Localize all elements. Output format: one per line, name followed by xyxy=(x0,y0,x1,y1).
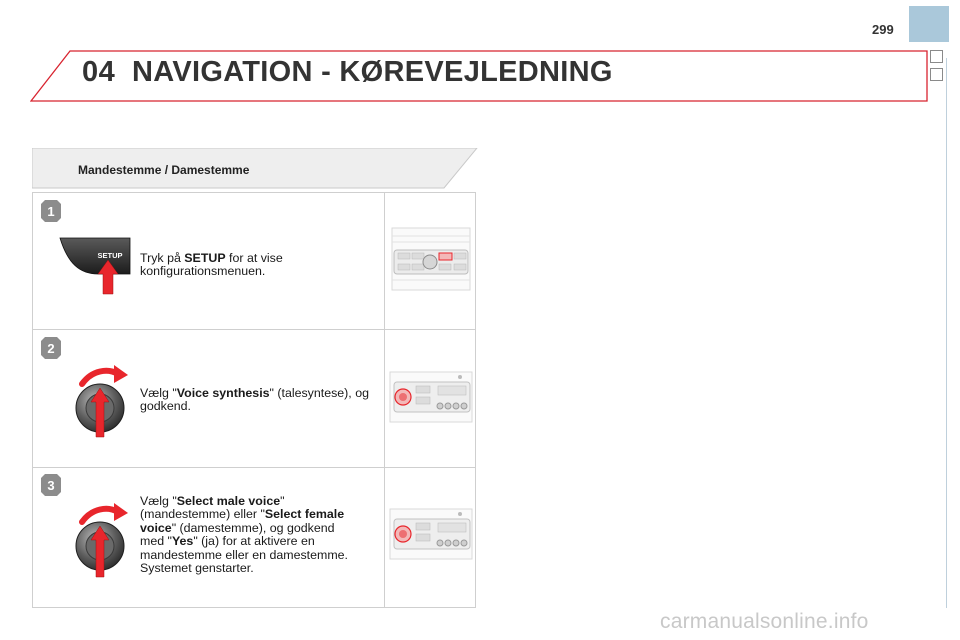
chapter-tab-marker xyxy=(909,6,949,42)
step-text-emphasis: SETUP xyxy=(184,251,226,265)
step-badge-number: 1 xyxy=(47,204,55,219)
step-2-instruction xyxy=(140,387,372,414)
step-text-emphasis: Select male voice xyxy=(176,494,281,508)
radio-knob-panel-image xyxy=(388,505,474,563)
chapter-title: NAVIGATION - KØREVEJLEDNING xyxy=(132,56,613,88)
step-text-run: " (mandestemme) eller " xyxy=(140,494,285,522)
step-text-run: Tryk på xyxy=(140,251,185,265)
marker-square-icon xyxy=(930,50,943,63)
marker-square-icon xyxy=(930,68,943,81)
step-text-run: Vælg " xyxy=(140,386,177,400)
page-number: 299 xyxy=(872,22,894,37)
step-text-run: Vælg " xyxy=(140,494,177,508)
column-divider xyxy=(384,193,385,607)
radio-front-panel-image xyxy=(388,222,474,296)
rotary-knob-icon xyxy=(70,500,132,578)
step-text-emphasis: Select female voice xyxy=(140,507,345,535)
step-badge-2 xyxy=(41,337,61,359)
step-divider xyxy=(33,467,476,468)
footer-watermark: carmanualsonline.info xyxy=(660,610,869,633)
step-badge-number: 2 xyxy=(47,341,55,356)
rotary-knob-icon xyxy=(70,362,132,438)
section-title: Mandestemme / Damestemme xyxy=(78,163,250,177)
step-badge-1 xyxy=(41,200,61,222)
step-badge-3 xyxy=(41,474,61,496)
radio-knob-panel-image xyxy=(388,368,474,426)
step-text-run: for at vise konfigurationsmenuen. xyxy=(140,251,283,279)
step-text-run: " (damestemme), og godkend med " xyxy=(140,520,335,549)
step-text-run: " (ja) for at aktivere en mandestemme eller en damestemme. Systemet genstarter. xyxy=(140,534,348,576)
setup-button-icon xyxy=(58,234,134,296)
step-text-run: " (talesyntese), og godkend. xyxy=(140,386,369,414)
chapter-number: 04 xyxy=(82,56,116,88)
step-divider xyxy=(33,329,476,330)
step-text-emphasis: Yes xyxy=(171,534,194,549)
step-badge-number: 3 xyxy=(47,478,55,493)
step-text-emphasis: Voice synthesis xyxy=(176,386,270,400)
margin-rule xyxy=(946,58,947,608)
setup-button-label: SETUP xyxy=(97,251,123,260)
step-1-instruction xyxy=(140,252,310,279)
step-3-instruction xyxy=(140,495,362,575)
